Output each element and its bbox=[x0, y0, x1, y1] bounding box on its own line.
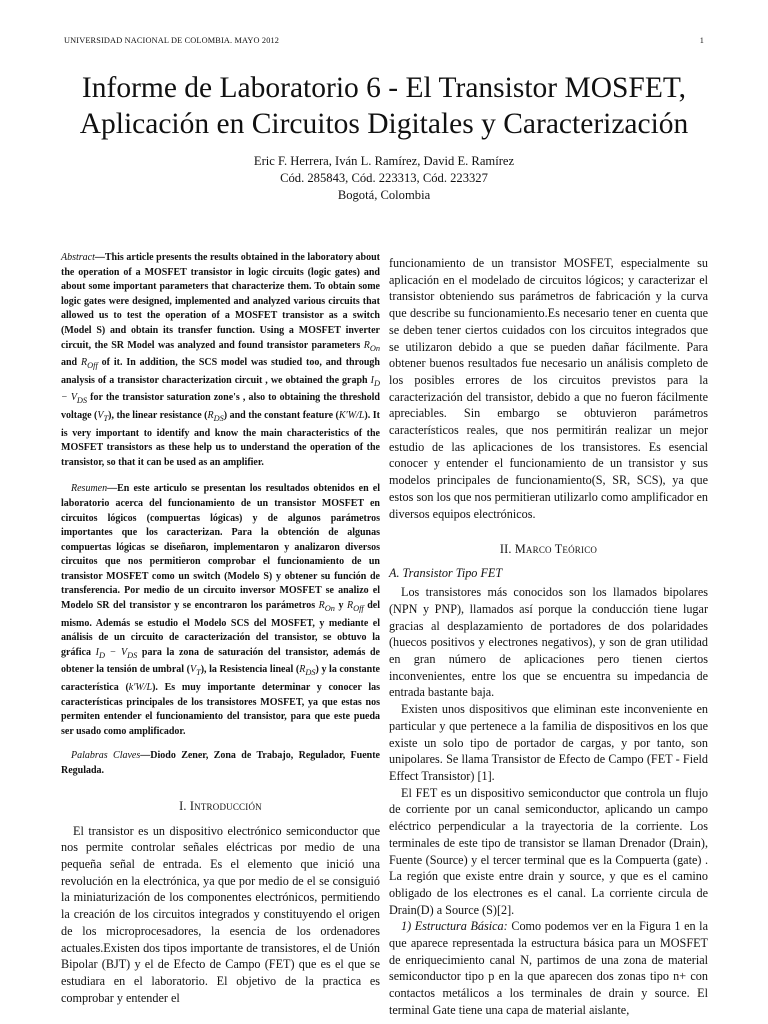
intro-paragraph: El transistor es un dispositivo electrónico semiconductor que nos permite controlar señales eléctricas por medio de una pequeña señal de entrada. Es el elemento que inició una revolución en la electrónica, ya que por medio de el se consiguió la miniaturización de los componentes electrónicos, permitiendo la creación de los circuitos integrados y constituyendo el origen de los microprocesadores, la esencia de los ordenadores actuales.Existen dos tipos importante de transistores, el de Unión Bipolar (BJT) y el de Efecto de Campo (FET) que es el que se estudiara en el laboratorio. El objetivo de la practica es comprobar y entender el bbox=[61, 823, 380, 1005]
resumen-label: Resumen bbox=[71, 483, 108, 495]
math-id-vds: $I_D - V_{DS}$ bbox=[61, 374, 380, 406]
right-column bbox=[389, 255, 708, 1019]
abstract-label: Abstract bbox=[61, 252, 95, 263]
section-heading-introduccion: I. Introducción bbox=[179, 798, 262, 813]
paragraph: Existen unos dispositivos que eliminan este inconveniente en particular y que pertenece a la familia de dispositivos en los que existe un solo tipo de portador de cargas, y por tanto, son unipolares. Se llama Transistor de Efecto de Campo (FET - Field Effect Transistor) [1]. bbox=[389, 702, 708, 783]
keywords-text: Diodo Zener, Zona de Trabajo, Regulador, Fuente Regulada. bbox=[61, 750, 380, 776]
math-r-on: $R_{On}$ bbox=[318, 600, 335, 614]
math-r-on: $R_{On}$ bbox=[363, 339, 380, 353]
left-column bbox=[61, 251, 380, 1006]
math-r-off: $R_{Off}$ bbox=[81, 357, 98, 371]
paper-title bbox=[40, 70, 728, 142]
section-heading-marco-teorico: II. Marco Teórico bbox=[499, 542, 598, 557]
paragraph: El FET es un dispositivo semiconductor que controla un flujo de corriente por un canal semiconductor, aplicando un campo eléctrico perpendicular a la trayectoria de la corriente. Los terminales de este tipo de transistor se llaman Drenador (Drain), Fuente (Source) y el tercer terminal que es la Compuerta (gate) . La región que existe entre drain y source, y que es el camino obligado de los electrones es el canal. La corriente circula de Drain(D) a Source (S)[2]. bbox=[389, 785, 708, 917]
math-r-off: $R_{Off}$ bbox=[346, 600, 364, 614]
keywords: Palabras Claves—Diodo Zener, Zona de Trabajo, Regulador, Fuente Regulada. bbox=[61, 750, 380, 776]
author-block bbox=[40, 153, 728, 204]
subsection-heading-fet: A. Transistor Tipo FET bbox=[389, 566, 503, 581]
math-vt: $V_T$ bbox=[97, 409, 109, 423]
abstract: Abstract—This article presents the results obtained in the laboratory about the operation of a MOSFET transistor in logic circuits (logic gates) and about some important parameters that characterize them. To obtain some logic gates were designed, implemented and analyzed various circuits that allowed us to test the operation of a MOSFET transistor as a switch (Model S) and obtain its transfer function. Using a MOSFET inverter circuit, the SR Model was analyzed and found transistor parameters $R_{On}$ and $R_{Off}$ of it. In addition, the SCS model was studied too, and through analysis of a transistor characterization circuit , we obtained the graph $I_D - V_{DS}$ for the transistor saturation zone's , also to obtaining the threshold voltage $(V_T)$, the linear resistance $(R_{DS})$ and the constant feature (K′W/L). It is very important to identify and know the main characteristics of the MOSFET transistors as these help us to understand the operation of the transistor, so that it can be used as an amplifier. bbox=[61, 252, 380, 468]
math-rds: $R_{DS}$ bbox=[207, 409, 224, 423]
math-id-vds: $I_D - V_{DS}$ bbox=[95, 646, 138, 660]
paragraph-estructura-basica: 1) Estructura Básica: Como podemos ver en la Figura 1 en la que aparece representada la estructura básica para un MOSFET de enriquecimiento canal N, partimos de una zona de material semiconductor tipo p en la que aparecen dos zonas tipo n+ con contactos metálicos a los terminales de drain y source. El terminal Gate tiene una capa de material aislante, bbox=[389, 919, 708, 1017]
intro-paragraph-continued: funcionamiento de un transistor MOSFET, especialmente su aplicación en el modelado de circuitos lógicos; y caracterizar el transistor obteniendo sus parámetros de fabricación y la curva que describe su funcionamiento.Es necesario tener en cuenta que se deben tener ciertos cuidados con los circuitos integrados que se utilizaron debido a que se pueden dañar fácilmente. Para obtener buenos resultados fue necesario un análisis completo de los posibles errores de los circuitos previstos para la caracterización del transistor, debido a que no fueron fácilmente apreciables. Sin embargo se obtuvieron parámetros característicos reales, que nos permitirán realizar un mejor estudio de las aplicaciones de los transistores. Es esencial conocer y entender el funcionamiento de un transistor y sus modelos principales de funcionamiento(S, SR, SCS), ya que estos son los que nos permitieran utilizarlo como amplificador en diversos equipos electrónicos. bbox=[389, 256, 708, 521]
paragraph: Los transistores más conocidos son los llamados bipolares (NPN y PNP), llamados así porque la conducción tiene lugar gracias al desplazamiento de portadores de dos polaridades (huecos positivos y electrones negativos), y son de gran utilidad en gran número de aplicaciones pero tienen ciertos inconvenientes, entre los que se encuentra su impedancia de entrada bastante baja. bbox=[389, 585, 708, 700]
math-rds: $R_{DS}$ bbox=[299, 664, 316, 678]
running-title: UNIVERSIDAD NACIONAL DE COLOMBIA. MAYO 2012 bbox=[64, 36, 280, 45]
title-line-2: Aplicación en Circuitos Digitales y Caracterización bbox=[79, 108, 689, 140]
math-vt: $V_T$ bbox=[189, 664, 201, 678]
math-kwl: k′W/L bbox=[128, 682, 153, 694]
student-codes: Cód. 285843, Cód. 223313, Cód. 223327 bbox=[280, 171, 488, 185]
subsubsection-label: 1) Estructura Básica: bbox=[401, 919, 508, 934]
running-header bbox=[64, 36, 704, 48]
keywords-label: Palabras Claves bbox=[71, 750, 141, 762]
location: Bogotá, Colombia bbox=[337, 188, 431, 202]
math-kwl: K′W/L bbox=[338, 409, 365, 421]
title-line-1: Informe de Laboratorio 6 - El Transistor MOSFET, bbox=[81, 72, 687, 104]
authors: Eric F. Herrera, Iván L. Ramírez, David E. Ramírez bbox=[253, 154, 515, 168]
resumen: Resumen—En este articulo se presentan los resultados obtenidos en el laboratorio acerca del funcionamiento de un transistor MOSFET en circuitos lógicos (compuertas lógicas) y de algunos parámetros importantes que los caracterizan. Para la obtención de algunas compuertas lógicas se diseñaron, implementaron y analizaron diversos circuitos que nos permitieron comprobar el funcionamiento de un transistor MOSFET como un switch (Modelo S) y obtener su función de transferencia. Por medio de un circuito inversor MOSFET se analizo el Modelo SR del transistor y se encontraron los parámetros $R_{On}$ y $R_{Off}$ del mismo. Además se estudio el Modelo SCS del MOSFET, y mediante el análisis de un circuito de caracterización del transistor, se obtuvo la gráfica $I_D - V_{DS}$ para la zona de saturación del transistor, además de obtener la tensión de umbral $(V_T)$, la Resistencia lineal $(R_{DS})$ y la constante característica (k′W/L). Es muy importante determinar y conocer las características principales de los transistores MOSFET, ya que estas nos permiten entender el funcionamiento del transistor, para que este pueda ser usado como amplificador. bbox=[61, 483, 381, 737]
page-number: 1 bbox=[699, 36, 704, 45]
